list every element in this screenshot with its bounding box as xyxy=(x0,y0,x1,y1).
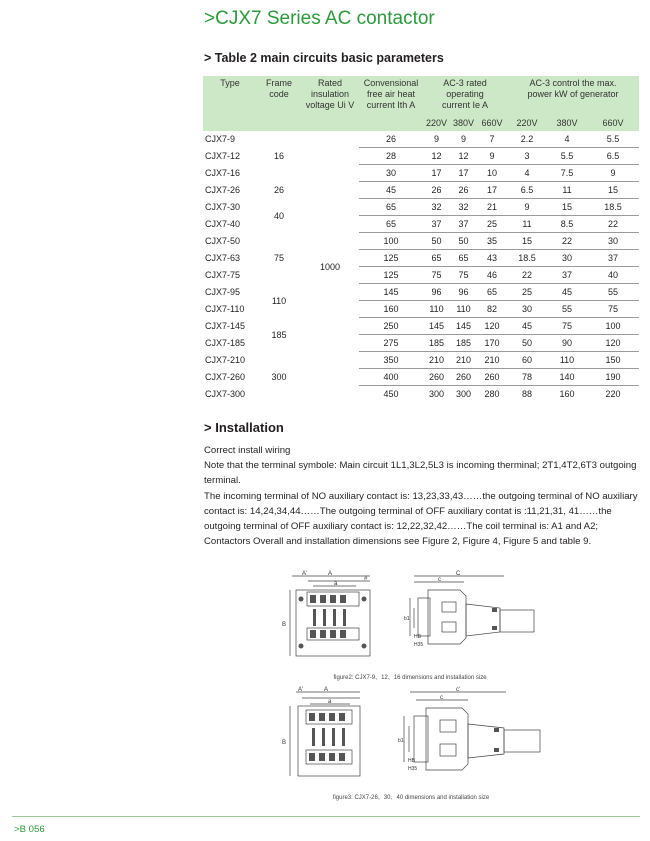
cell-i660: 43 xyxy=(477,250,507,267)
cell-i380: 12 xyxy=(450,148,477,165)
fig3-label-a: A xyxy=(324,687,329,693)
cell-ith: 350 xyxy=(359,352,423,369)
install-line: Correct install wiring xyxy=(204,445,291,456)
cell-p660: 150 xyxy=(587,352,639,369)
header-frame-code: Frame code xyxy=(257,76,301,131)
cell-p380: 5.5 xyxy=(547,148,587,165)
cell-p660: 75 xyxy=(587,301,639,318)
cell-i660: 280 xyxy=(484,389,500,399)
table-row xyxy=(203,233,639,250)
cell-type: CJX7-185 xyxy=(205,338,246,348)
cell-i660: 17 xyxy=(477,182,507,199)
fig3-label-h35: H35 xyxy=(408,766,418,772)
cell-p660: 30 xyxy=(587,233,639,250)
cell-i380: 75 xyxy=(450,267,477,284)
fig2-label-c: C xyxy=(456,571,461,577)
cell-p220: 30 xyxy=(507,301,547,318)
cell-i380: 32 xyxy=(450,199,477,216)
fig3-label-a-small: a xyxy=(328,699,332,705)
cell-i660: 10 xyxy=(477,165,507,182)
cell-type: CJX7-12 xyxy=(205,151,241,161)
cell-type: CJX7-300 xyxy=(205,388,246,399)
header-ac3-power: AC-3 control the max. power kW of generator xyxy=(507,76,639,113)
cell-i380: 26 xyxy=(450,182,477,199)
cell-ith: 28 xyxy=(359,148,423,165)
cell-type: CJX7-95 xyxy=(205,287,241,297)
cell-i380: 17 xyxy=(450,165,477,182)
cell-i660: 210 xyxy=(477,352,507,369)
cell-p220: 2.2 xyxy=(507,131,547,148)
cell-type: CJX7-75 xyxy=(205,270,241,280)
cell-ith: 100 xyxy=(359,233,423,250)
cell-ith: 450 xyxy=(383,389,399,399)
cell-p220: 25 xyxy=(507,284,547,301)
cell-p380: 15 xyxy=(547,199,587,216)
fig2-label-hb: HB xyxy=(414,634,421,640)
cell-i660: 35 xyxy=(477,233,507,250)
cell-i220: 32 xyxy=(423,199,450,216)
cell-i660: 170 xyxy=(477,335,507,352)
cell-i220: 26 xyxy=(423,182,450,199)
cell-i660: 82 xyxy=(477,301,507,318)
cell-ith: 125 xyxy=(359,250,423,267)
cell-i220: 9 xyxy=(423,131,450,148)
cell-ith: 125 xyxy=(359,267,423,284)
install-line: The incoming terminal of NO auxiliary contact is: 13,23,33,43……the outgoing terminal of NO auxiliary contact is: 14,24,34,44……The outgoing terminal of OFF auxiliary contat is :11,21,31, 41……the outgoing terminal of OFF auxiliary contact is: 12,22,32,42……The coil terminal is: A1 and A2; xyxy=(204,490,638,533)
cell-i380: 145 xyxy=(450,318,477,335)
parameters-table xyxy=(203,76,639,402)
header-volt: 380V xyxy=(547,113,587,131)
cell-i380: 210 xyxy=(450,352,477,369)
cell-p380: 7.5 xyxy=(547,165,587,182)
figure3-side-view xyxy=(396,686,546,786)
page-number: >B 056 xyxy=(14,824,45,835)
table-row xyxy=(203,182,639,199)
cell-p220: 22 xyxy=(507,267,547,284)
footer-divider xyxy=(12,816,640,817)
fig3-label-b: B xyxy=(282,740,287,746)
fig3-label-a-prime: A' xyxy=(298,687,304,693)
cell-i220: 110 xyxy=(423,301,450,318)
cell-frame-code: 26 xyxy=(273,185,284,195)
cell-i380: 185 xyxy=(450,335,477,352)
cell-p380: 8.5 xyxy=(547,216,587,233)
cell-i380: 37 xyxy=(450,216,477,233)
fig2-label-a-small: a xyxy=(334,581,338,587)
cell-ith: 30 xyxy=(359,165,423,182)
cell-p220: 78 xyxy=(507,369,547,386)
install-line: Contactors Overall and installation dimensions see Figure 2, Figure 4, Figure 5 and table 9. xyxy=(204,536,592,548)
cell-frame-code: 16 xyxy=(273,151,284,162)
cell-p220: 18.5 xyxy=(507,250,547,267)
cell-p660: 40 xyxy=(587,267,639,284)
cell-i220: 37 xyxy=(423,216,450,233)
cell-i660: 9 xyxy=(477,148,507,165)
fig2-label-b: B xyxy=(282,622,287,628)
cell-p380: 4 xyxy=(547,131,587,148)
cell-p660: 9 xyxy=(587,165,639,182)
cell-p660: 190 xyxy=(587,369,639,386)
table-row xyxy=(203,318,639,335)
figure2-side-view xyxy=(400,568,540,668)
header-volt: 220V xyxy=(423,113,450,131)
cell-frame-code: 300 xyxy=(271,371,287,382)
page-title: >CJX7 Series AC contactor xyxy=(204,8,435,29)
figure3-front-view xyxy=(280,686,380,786)
cell-p660: 120 xyxy=(587,335,639,352)
cell-p380: 90 xyxy=(547,335,587,352)
cell-p220: 9 xyxy=(507,199,547,216)
table-row xyxy=(203,199,639,216)
installation-heading: > Installation xyxy=(204,420,284,435)
cell-i660: 120 xyxy=(477,318,507,335)
cell-ith: 145 xyxy=(359,284,423,301)
cell-i380: 9 xyxy=(450,131,477,148)
table-heading: > Table 2 main circuits basic parameters xyxy=(204,51,444,65)
cell-ith: 400 xyxy=(359,369,423,386)
fig3-label-hb: HB xyxy=(408,758,415,764)
header-ac3-current: AC-3 rated operating current Ie A xyxy=(423,76,507,113)
cell-p660: 100 xyxy=(587,318,639,335)
figure3-caption: figure3: CJX7-26、30、40 dimensions and installation size xyxy=(332,795,490,801)
fig3-label-b1: b1 xyxy=(398,738,404,744)
cell-type: CJX7-63 xyxy=(205,253,241,263)
header-volt: 660V xyxy=(477,113,507,131)
cell-type: CJX7-50 xyxy=(205,236,241,246)
figure2-front-view xyxy=(280,568,388,668)
cell-p380: 140 xyxy=(547,369,587,386)
cell-type: CJX7-145 xyxy=(205,321,246,331)
cell-p220: 4 xyxy=(507,165,547,182)
cell-i660: 260 xyxy=(477,369,507,386)
cell-i380: 96 xyxy=(450,284,477,301)
cell-p380: 30 xyxy=(547,250,587,267)
cell-type: CJX7-9 xyxy=(205,134,236,145)
cell-p660: 220 xyxy=(605,389,621,399)
header-type: Type xyxy=(203,76,257,131)
cell-ith: 45 xyxy=(359,182,423,199)
table-body xyxy=(203,131,639,402)
cell-p220: 15 xyxy=(507,233,547,250)
table-row xyxy=(203,131,639,148)
cell-p220: 60 xyxy=(507,352,547,369)
cell-p220: 50 xyxy=(507,335,547,352)
header-volt: 220V xyxy=(507,113,547,131)
cell-p220: 3 xyxy=(507,148,547,165)
cell-p660: 37 xyxy=(587,250,639,267)
cell-type: CJX7-40 xyxy=(205,219,241,229)
cell-i660: 65 xyxy=(477,284,507,301)
header-volt: 380V xyxy=(450,113,477,131)
cell-ith: 275 xyxy=(359,335,423,352)
cell-p220: 11 xyxy=(507,216,547,233)
fig2-label-h35: H35 xyxy=(414,642,424,648)
fig2-label-b1: b1 xyxy=(404,616,410,622)
fig2-label-a-prime: A' xyxy=(302,571,308,577)
cell-p380: 75 xyxy=(547,318,587,335)
fig3-label-c-small: c xyxy=(440,695,443,701)
fig2-label-a: A xyxy=(328,571,333,577)
cell-i220: 260 xyxy=(423,369,450,386)
cell-i660: 21 xyxy=(477,199,507,216)
cell-i660: 25 xyxy=(477,216,507,233)
cell-i220: 300 xyxy=(428,389,445,399)
cell-p220: 88 xyxy=(521,389,532,399)
cell-frame-code: 40 xyxy=(273,210,284,221)
cell-p660: 15 xyxy=(587,182,639,199)
table-row xyxy=(203,352,639,369)
cell-i220: 50 xyxy=(423,233,450,250)
cell-type: CJX7-260 xyxy=(205,372,246,382)
header-volt: 660V xyxy=(587,113,639,131)
cell-p660: 6.5 xyxy=(587,148,639,165)
cell-p220: 6.5 xyxy=(507,182,547,199)
cell-i660: 7 xyxy=(477,131,507,148)
cell-i380: 65 xyxy=(450,250,477,267)
cell-i220: 96 xyxy=(423,284,450,301)
cell-i380: 260 xyxy=(450,369,477,386)
cell-p380: 45 xyxy=(547,284,587,301)
cell-ith: 65 xyxy=(359,199,423,216)
cell-p660: 22 xyxy=(587,216,639,233)
cell-type: CJX7-30 xyxy=(205,202,241,212)
cell-frame-code: 110 xyxy=(271,295,287,306)
cell-i220: 145 xyxy=(423,318,450,335)
cell-p660: 55 xyxy=(587,284,639,301)
cell-p380: 11 xyxy=(547,182,587,199)
header-heat-current: Convensional free air heat current Ith A xyxy=(359,76,423,131)
cell-i220: 185 xyxy=(423,335,450,352)
cell-p220: 45 xyxy=(507,318,547,335)
cell-i220: 17 xyxy=(423,165,450,182)
cell-i380: 110 xyxy=(450,301,477,318)
cell-frame-code: 75 xyxy=(273,253,284,263)
cell-i220: 75 xyxy=(423,267,450,284)
cell-ith: 65 xyxy=(359,216,423,233)
cell-i660: 46 xyxy=(477,267,507,284)
cell-type: CJX7-110 xyxy=(205,304,245,314)
cell-p380: 160 xyxy=(559,389,575,399)
cell-type: CJX7-210 xyxy=(205,355,246,365)
cell-frame-code: 185 xyxy=(271,329,287,340)
table-row xyxy=(203,284,639,301)
cell-ith: 160 xyxy=(359,301,423,318)
cell-p380: 55 xyxy=(547,301,587,318)
cell-ith: 26 xyxy=(359,131,423,148)
cell-type: CJX7-26 xyxy=(205,185,241,195)
installation-text xyxy=(204,443,644,549)
cell-p660: 5.5 xyxy=(587,131,639,148)
cell-i220: 12 xyxy=(423,148,450,165)
cell-p380: 22 xyxy=(547,233,587,250)
cell-p380: 110 xyxy=(547,352,587,369)
figure2-caption: figure2: CJX7-9、12、16 dimensions and installation size xyxy=(333,675,487,681)
cell-i220: 65 xyxy=(423,250,450,267)
install-line: Note that the terminal symbole: Main circuit 1L1,3L2,5L3 is incoming therminal; 2T1,4T2,6T3 outgoing terminal. xyxy=(204,460,637,487)
cell-i380: 50 xyxy=(450,233,477,250)
cell-i220: 210 xyxy=(423,352,450,369)
cell-ith: 250 xyxy=(359,318,423,335)
cell-i380: 300 xyxy=(455,389,472,399)
header-rated-voltage: Rated insulation voltage Ui V xyxy=(301,76,359,131)
cell-p380: 37 xyxy=(547,267,587,284)
cell-type: CJX7-16 xyxy=(205,168,241,178)
fig2-label-hash: # xyxy=(364,576,368,582)
cell-p660: 18.5 xyxy=(587,199,639,216)
fig2-label-c-small: c xyxy=(438,577,441,583)
fig3-label-c: c' xyxy=(456,687,461,693)
cell-rated-voltage: 1000 xyxy=(319,261,341,272)
